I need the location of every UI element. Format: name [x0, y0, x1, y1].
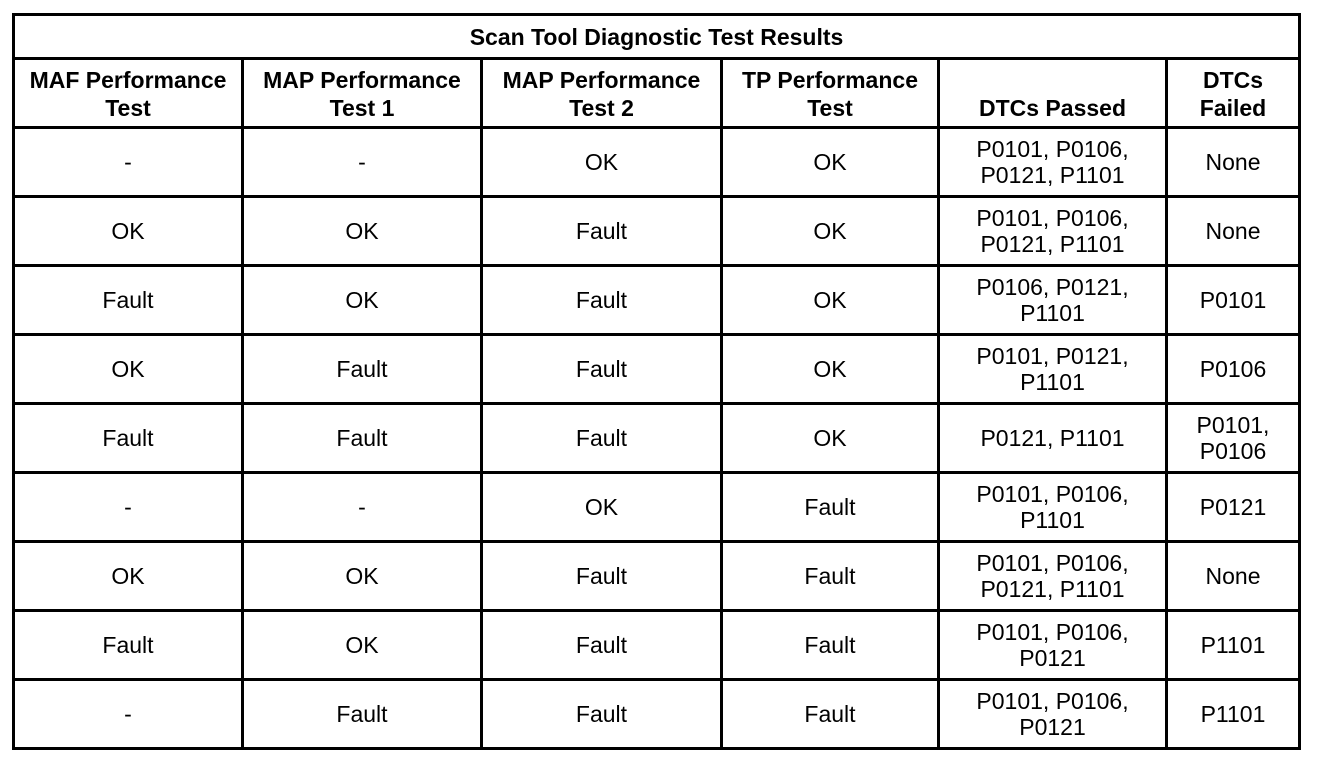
table-row	[14, 335, 1300, 404]
cell-map-performance-1: OK	[243, 542, 482, 611]
header-map-performance-test-2	[482, 59, 722, 128]
header-line: DTCs Passed	[978, 95, 1126, 121]
cell-dtcs-failed	[1167, 473, 1300, 542]
cell-map-performance-2: Fault	[482, 266, 722, 335]
cell-line: P0121, P1101	[980, 162, 1125, 188]
header-tp-performance-test	[722, 59, 939, 128]
cell-dtcs-failed	[1167, 680, 1300, 749]
table-row	[14, 611, 1300, 680]
cell-dtcs-passed	[939, 680, 1167, 749]
table-title: Scan Tool Diagnostic Test Results	[14, 15, 1300, 59]
header-dtcs-passed	[939, 59, 1167, 128]
header-line: MAP Performance	[502, 67, 701, 93]
column-header-row	[14, 59, 1300, 128]
cell-line: P0121	[1019, 645, 1086, 671]
cell-dtcs-passed	[939, 197, 1167, 266]
cell-line: P1101	[1020, 369, 1085, 395]
header-line: Failed	[1199, 95, 1267, 121]
cell-line: P1101	[1020, 507, 1085, 533]
cell-dtcs-passed	[939, 404, 1167, 473]
cell-tp-performance: OK	[722, 404, 939, 473]
cell-tp-performance: Fault	[722, 611, 939, 680]
cell-line: P0106	[1199, 438, 1267, 464]
table-row	[14, 404, 1300, 473]
table-row	[14, 266, 1300, 335]
header-dtcs-failed	[1167, 59, 1300, 128]
cell-dtcs-failed	[1167, 128, 1300, 197]
cell-map-performance-1: OK	[243, 611, 482, 680]
cell-line: None	[1205, 563, 1261, 589]
cell-map-performance-2: OK	[482, 128, 722, 197]
cell-map-performance-2: Fault	[482, 680, 722, 749]
cell-dtcs-passed	[939, 266, 1167, 335]
cell-map-performance-2: Fault	[482, 335, 722, 404]
table-row	[14, 680, 1300, 749]
cell-line: P0101, P0106,	[976, 688, 1129, 714]
header-line: Test	[807, 95, 853, 121]
cell-maf-performance: OK	[14, 197, 243, 266]
cell-map-performance-1: OK	[243, 197, 482, 266]
cell-dtcs-failed	[1167, 611, 1300, 680]
cell-dtcs-failed	[1167, 197, 1300, 266]
table-row	[14, 473, 1300, 542]
cell-line: P0101, P0106,	[976, 481, 1129, 507]
table-row	[14, 197, 1300, 266]
cell-line: P0101, P0106,	[976, 136, 1129, 162]
cell-line: None	[1205, 149, 1261, 175]
cell-dtcs-passed	[939, 335, 1167, 404]
cell-line: P0121, P1101	[980, 425, 1125, 451]
cell-line: P0101, P0106,	[976, 205, 1129, 231]
cell-tp-performance: Fault	[722, 680, 939, 749]
cell-line: P1101	[1200, 701, 1266, 727]
cell-line: P0101	[1199, 287, 1267, 313]
cell-maf-performance: -	[14, 680, 243, 749]
cell-dtcs-failed	[1167, 335, 1300, 404]
cell-dtcs-failed	[1167, 404, 1300, 473]
cell-dtcs-passed	[939, 611, 1167, 680]
table-body	[14, 128, 1300, 749]
header-line: Test	[105, 95, 151, 121]
cell-tp-performance: OK	[722, 335, 939, 404]
header-line: DTCs	[1202, 67, 1264, 93]
cell-dtcs-failed	[1167, 266, 1300, 335]
cell-maf-performance: Fault	[14, 404, 243, 473]
cell-maf-performance: -	[14, 128, 243, 197]
cell-maf-performance: OK	[14, 335, 243, 404]
cell-tp-performance: OK	[722, 266, 939, 335]
cell-line: P0101, P0106,	[976, 550, 1129, 576]
header-line: MAP Performance	[263, 67, 461, 93]
cell-line: P0106, P0121,	[976, 274, 1129, 300]
cell-tp-performance: OK	[722, 197, 939, 266]
cell-map-performance-2: Fault	[482, 542, 722, 611]
cell-line: P1101	[1200, 632, 1266, 658]
cell-tp-performance: Fault	[722, 473, 939, 542]
cell-maf-performance: OK	[14, 542, 243, 611]
cell-maf-performance: -	[14, 473, 243, 542]
cell-tp-performance: Fault	[722, 542, 939, 611]
cell-line: P0121, P1101	[980, 576, 1125, 602]
cell-line: P0101, P0121,	[976, 343, 1129, 369]
table-row	[14, 542, 1300, 611]
cell-line: P0106	[1199, 356, 1267, 382]
cell-map-performance-2: Fault	[482, 197, 722, 266]
cell-map-performance-1: -	[243, 473, 482, 542]
cell-map-performance-1: Fault	[243, 335, 482, 404]
cell-dtcs-failed	[1167, 542, 1300, 611]
header-map-performance-test-1	[243, 59, 482, 128]
cell-maf-performance: Fault	[14, 266, 243, 335]
cell-map-performance-2: Fault	[482, 611, 722, 680]
header-line: Test 1	[329, 95, 395, 121]
cell-line: P1101	[1020, 300, 1085, 326]
cell-map-performance-1: Fault	[243, 680, 482, 749]
cell-tp-performance: OK	[722, 128, 939, 197]
cell-dtcs-passed	[939, 542, 1167, 611]
cell-maf-performance: Fault	[14, 611, 243, 680]
cell-line: P0101, P0106,	[976, 619, 1129, 645]
table-row	[14, 128, 1300, 197]
cell-map-performance-2: Fault	[482, 404, 722, 473]
cell-map-performance-1: OK	[243, 266, 482, 335]
cell-dtcs-passed	[939, 473, 1167, 542]
cell-map-performance-1: -	[243, 128, 482, 197]
cell-map-performance-1: Fault	[243, 404, 482, 473]
cell-dtcs-passed	[939, 128, 1167, 197]
cell-line: P0121	[1019, 714, 1086, 740]
cell-line: P0101,	[1196, 412, 1270, 438]
header-maf-performance-test	[14, 59, 243, 128]
cell-line: None	[1205, 218, 1261, 244]
diagnostic-table-container	[12, 13, 1301, 750]
cell-line: P0121	[1199, 494, 1267, 520]
scan-tool-results-table	[12, 13, 1301, 750]
header-line: TP Performance	[742, 67, 918, 93]
header-line: Test 2	[569, 95, 634, 121]
cell-map-performance-2: OK	[482, 473, 722, 542]
cell-line: P0121, P1101	[980, 231, 1125, 257]
header-line: MAF Performance	[29, 67, 227, 93]
